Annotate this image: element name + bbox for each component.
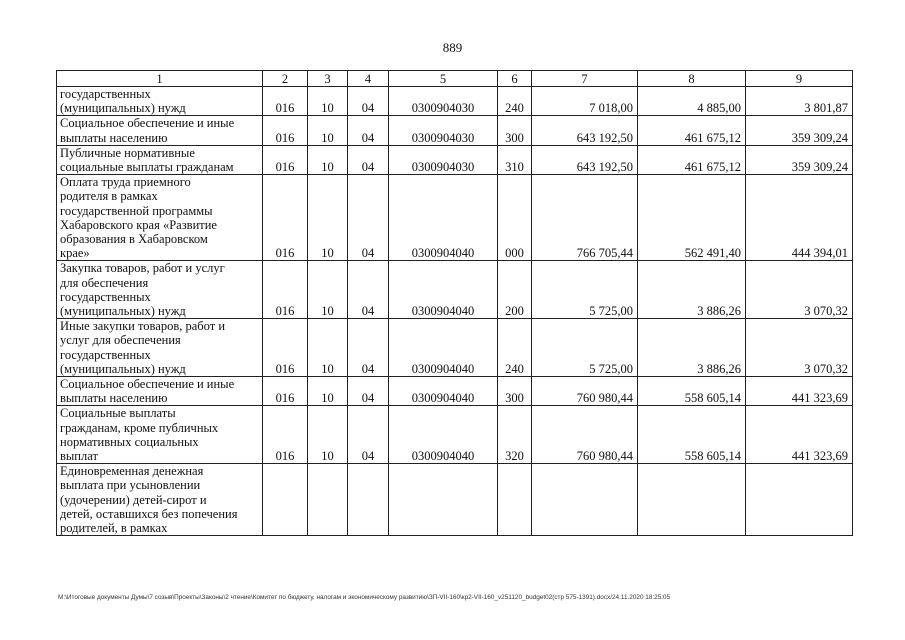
cell-description: [57, 464, 263, 536]
description-line: Закупка товаров, работ и услуг: [60, 261, 225, 276]
cell-target-article: 0300904030: [389, 116, 498, 145]
cell-subsection: 04: [348, 377, 389, 406]
cell-expense-type: 200: [498, 261, 532, 319]
description-line: родителя в рамках: [60, 189, 158, 204]
cell-description: [57, 87, 263, 116]
cell-description: [57, 406, 263, 464]
cell-expense-type: 240: [498, 319, 532, 377]
description-line: Социальные выплаты: [60, 406, 176, 421]
description-line: (муниципальных) нужд: [60, 304, 186, 319]
column-header: 1: [57, 71, 263, 87]
cell-amount-7: 5 725,00: [532, 319, 638, 377]
description-line: государственных: [60, 87, 151, 101]
cell-target-article: 0300904040: [389, 319, 498, 377]
description-line: государственных: [60, 289, 151, 304]
cell-amount-9: 441 323,69: [746, 377, 853, 406]
cell-ministry-code: 016: [263, 261, 308, 319]
cell-amount-9: 3 070,32: [746, 261, 853, 319]
description-line: для обеспечения: [60, 275, 149, 290]
cell-description: [57, 145, 263, 174]
cell-description: [57, 377, 263, 406]
cell-amount-7: 643 192,50: [532, 116, 638, 145]
cell-description: [57, 261, 263, 319]
cell-expense-type: 000: [498, 175, 532, 261]
cell-amount-7: 760 980,44: [532, 406, 638, 464]
budget-table: [56, 70, 853, 536]
column-header: 4: [348, 71, 389, 87]
cell-section: 10: [308, 87, 348, 116]
cell-amount-9: 444 394,01: [746, 175, 853, 261]
cell-amount-8: 461 675,12: [638, 116, 746, 145]
description-line: нормативных социальных: [60, 434, 199, 449]
cell-subsection: 04: [348, 145, 389, 174]
cell-target-article: [389, 464, 498, 536]
table-row: [57, 261, 853, 319]
cell-target-article: 0300904040: [389, 175, 498, 261]
cell-section: 10: [308, 319, 348, 377]
table-row: [57, 406, 853, 464]
column-header: 9: [746, 71, 853, 87]
cell-amount-9: 3 070,32: [746, 319, 853, 377]
table-row: [57, 145, 853, 174]
description-line: выплата при усыновлении: [60, 478, 201, 493]
cell-ministry-code: 016: [263, 87, 308, 116]
cell-ministry-code: 016: [263, 145, 308, 174]
table-row: [57, 377, 853, 406]
cell-amount-9: 441 323,69: [746, 406, 853, 464]
cell-amount-7: 760 980,44: [532, 377, 638, 406]
cell-amount-8: 562 491,40: [638, 175, 746, 261]
cell-ministry-code: 016: [263, 406, 308, 464]
file-path-footer: M:\Итоговые документы Думы\7 созыв\Проекты\Законы\2 чтение\Комитет по бюджету, налогам и экономическому развитию\ЗП-VII-160\кр2-VII-160_v251120_budget02(стр 575-1391).docx/24.11.2020 18:25:05: [58, 594, 671, 601]
cell-expense-type: 310: [498, 145, 532, 174]
column-header: 3: [308, 71, 348, 87]
table-header-row: [57, 71, 853, 87]
description-line: социальные выплаты гражданам: [60, 160, 234, 175]
column-header: 2: [263, 71, 308, 87]
cell-amount-9: 359 309,24: [746, 145, 853, 174]
cell-target-article: 0300904040: [389, 406, 498, 464]
cell-amount-8: 558 605,14: [638, 377, 746, 406]
description-line: (муниципальных) нужд: [60, 361, 186, 376]
cell-amount-8: [638, 464, 746, 536]
table-row: [57, 87, 853, 116]
page-number: 889: [442, 40, 463, 55]
cell-amount-8: 3 886,26: [638, 261, 746, 319]
description-line: образования в Хабаровском: [60, 232, 208, 247]
description-line: Социальное обеспечение и иные: [60, 377, 235, 392]
cell-ministry-code: 016: [263, 116, 308, 145]
table-row: [57, 175, 853, 261]
cell-section: 10: [308, 175, 348, 261]
description-line: родителей, в рамках: [60, 521, 168, 536]
cell-ministry-code: 016: [263, 377, 308, 406]
description-line: государственной программы: [60, 203, 213, 218]
cell-amount-8: 461 675,12: [638, 145, 746, 174]
description-line: Единовременная денежная: [60, 464, 204, 479]
table-row: [57, 319, 853, 377]
description-line: выплат: [60, 449, 98, 464]
column-header: 6: [498, 71, 532, 87]
cell-section: 10: [308, 261, 348, 319]
description-line: детей, оставшихся без попечения: [60, 506, 238, 521]
table-row: [57, 464, 853, 536]
description-line: Хабаровского края «Развитие: [60, 217, 217, 232]
cell-expense-type: 240: [498, 87, 532, 116]
cell-target-article: 0300904030: [389, 87, 498, 116]
description-line: (удочерении) детей-сирот и: [60, 492, 207, 507]
cell-amount-9: 359 309,24: [746, 116, 853, 145]
cell-ministry-code: 016: [263, 319, 308, 377]
cell-target-article: 0300904030: [389, 145, 498, 174]
description-line: выплаты населению: [60, 130, 168, 145]
description-line: Иные закупки товаров, работ и: [60, 319, 226, 334]
cell-subsection: [348, 464, 389, 536]
description-line: услуг для обеспечения: [60, 333, 181, 348]
cell-target-article: 0300904040: [389, 261, 498, 319]
cell-subsection: 04: [348, 87, 389, 116]
column-header: 8: [638, 71, 746, 87]
cell-section: 10: [308, 116, 348, 145]
cell-amount-9: [746, 464, 853, 536]
cell-description: [57, 175, 263, 261]
cell-amount-8: 3 886,26: [638, 319, 746, 377]
cell-expense-type: 320: [498, 406, 532, 464]
cell-section: [308, 464, 348, 536]
cell-expense-type: 300: [498, 377, 532, 406]
cell-subsection: 04: [348, 261, 389, 319]
description-line: Оплата труда приемного: [60, 175, 191, 190]
cell-amount-7: [532, 464, 638, 536]
cell-amount-7: 5 725,00: [532, 261, 638, 319]
cell-description: [57, 116, 263, 145]
cell-amount-7: 766 705,44: [532, 175, 638, 261]
cell-amount-8: 558 605,14: [638, 406, 746, 464]
description-line: гражданам, кроме публичных: [60, 420, 219, 435]
description-line: крае»: [60, 246, 90, 261]
cell-section: 10: [308, 406, 348, 464]
column-header: 7: [532, 71, 638, 87]
cell-amount-7: 643 192,50: [532, 145, 638, 174]
description-line: (муниципальных) нужд: [60, 101, 186, 116]
description-line: Социальное обеспечение и иные: [60, 116, 235, 131]
cell-ministry-code: [263, 464, 308, 536]
cell-amount-9: 3 801,87: [746, 87, 853, 116]
cell-amount-7: 7 018,00: [532, 87, 638, 116]
cell-section: 10: [308, 377, 348, 406]
cell-amount-8: 4 885,00: [638, 87, 746, 116]
cell-subsection: 04: [348, 319, 389, 377]
column-header: 5: [389, 71, 498, 87]
cell-ministry-code: 016: [263, 175, 308, 261]
description-line: Публичные нормативные: [60, 145, 195, 160]
cell-subsection: 04: [348, 175, 389, 261]
cell-subsection: 04: [348, 406, 389, 464]
description-line: выплаты населению: [60, 391, 168, 406]
cell-target-article: 0300904040: [389, 377, 498, 406]
cell-description: [57, 319, 263, 377]
cell-subsection: 04: [348, 116, 389, 145]
cell-expense-type: 300: [498, 116, 532, 145]
cell-section: 10: [308, 145, 348, 174]
table-row: [57, 116, 853, 145]
cell-expense-type: [498, 464, 532, 536]
description-line: государственных: [60, 347, 151, 362]
